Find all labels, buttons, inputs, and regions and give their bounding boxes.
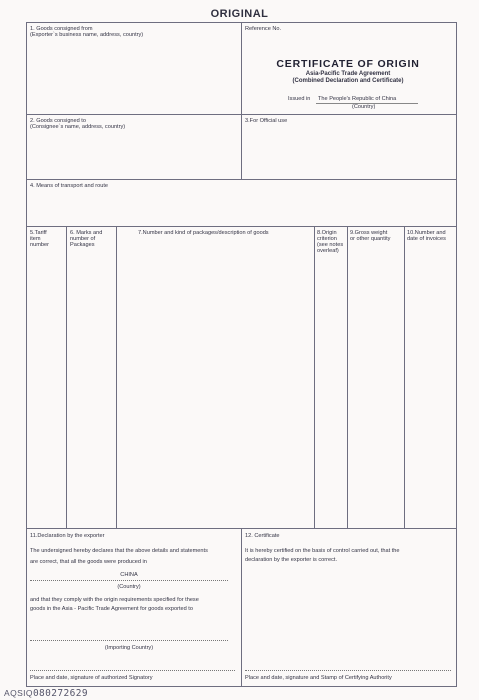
box2-sublabel: (Consignee`s name, address, country) — [30, 124, 126, 130]
box11-importing-dotline — [30, 640, 228, 641]
serial-prefix: AQSIQ — [4, 688, 33, 698]
box1-sublabel: (Exporter`s business name, address, country) — [30, 32, 144, 38]
box11-line1: The undersigned hereby declares that the above details and statements — [30, 548, 208, 554]
col8-header-line: 8.Origin — [317, 230, 337, 236]
box12-signature-dotline — [245, 670, 451, 671]
box11-country-label: (Country) — [117, 584, 141, 590]
certificate-subtitle: Asia-Pacific Trade Agreement — [305, 71, 391, 77]
box1-label: 1. Goods consigned from — [30, 26, 93, 32]
col5-header-line: item — [30, 236, 41, 242]
box11-line3: and that they comply with the origin requirements specified for these — [30, 597, 199, 603]
box11-importing-label: (Importing Country) — [104, 645, 154, 651]
col5-header-line: number — [30, 242, 49, 248]
col8-header-line: criterion — [317, 236, 337, 242]
certificate-title: CERTIFICATE OF ORIGIN — [276, 58, 420, 70]
box11-country-dotline — [30, 580, 228, 581]
box11-label: 11.Declaration by the exporter — [30, 533, 105, 539]
reference-label: Reference No. — [245, 26, 282, 32]
col8-header-line: overleaf) — [317, 248, 339, 254]
col10-header-line: 10.Number and — [407, 230, 446, 236]
col7-header: 7.Number and kind of packages/description of goods — [138, 230, 269, 236]
box4-label: 4. Means of transport and route — [30, 183, 109, 189]
col9-header-line: or other quantity — [350, 236, 391, 242]
box12-label: 12. Certificate — [245, 533, 280, 539]
box11-line2: are correct, that all the goods were produced in — [30, 559, 147, 565]
certificate-subtitle-2: (Combined Declaration and Certificate) — [292, 78, 404, 84]
box11-signature-label: Place and date, signature of authorized Signatory — [30, 675, 153, 681]
col6-header-line: 6. Marks and — [70, 230, 103, 236]
col5-header-line: 5.Tariff — [30, 230, 47, 236]
box12-signature-label: Place and date, signature and Stamp of Certifying Authority — [245, 675, 392, 681]
issued-in-value: The People's Republic of China — [318, 96, 397, 102]
serial-number — [4, 688, 88, 699]
box11-signature-dotline — [30, 670, 235, 671]
issued-in-label: Issued in — [288, 96, 311, 102]
box2-label: 2. Goods consigned to — [30, 118, 86, 124]
box11-country-value: CHINA — [120, 572, 138, 578]
serial-digits: 080272629 — [32, 688, 89, 699]
box12-line1: It is hereby certified on the basis of control carried out, that the — [245, 548, 400, 554]
col6-header-line: Packages — [70, 242, 95, 248]
box3-label: 3.For Official use — [245, 118, 288, 124]
box12-line2: declaration by the exporter is correct. — [245, 557, 338, 563]
col8-header-line: (see notes — [317, 242, 344, 248]
col10-header-line: date of invoices — [407, 236, 446, 242]
issued-in-country-label: (Country) — [352, 104, 376, 110]
box11-line4: goods in the Asia - Pacific Trade Agreement for goods exported to — [30, 606, 193, 612]
page-title: ORIGINAL — [210, 8, 269, 20]
col6-header-line: number of — [70, 236, 96, 242]
col9-header-line: 9.Gross weight — [350, 230, 388, 236]
